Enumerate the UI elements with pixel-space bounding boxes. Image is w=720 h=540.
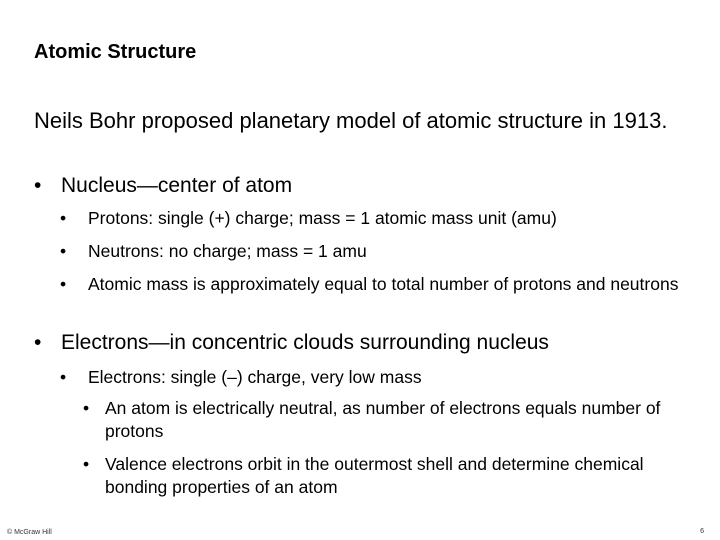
bullet-marker: • [83,398,90,418]
copyright-text: © McGraw Hill [7,529,52,536]
bullet-text: Electrons: single (–) charge, very low mass [88,367,422,387]
bullet-text: Neutrons: no charge; mass = 1 amu [88,241,367,261]
slide-title: Atomic Structure [34,41,197,63]
intro-paragraph: Neils Bohr proposed planetary model of atomic structure in 1913. [34,108,668,133]
sub-sub-bullet-neutral [83,397,693,443]
bullet-marker: • [60,274,67,294]
bullet-text: An atom is electrically neutral, as number of electrons equals number of protons [105,398,661,441]
bullet-marker: • [34,331,42,354]
bullet-text: Valence electrons orbit in the outermost shell and determine chemical bonding properties of an atom [105,454,644,497]
sub-bullet-neutrons [60,240,696,263]
bullet-nucleus [34,173,292,199]
bullet-text: Atomic mass is approximately equal to total number of protons and neutrons [88,274,679,294]
bullet-marker: • [83,454,90,474]
bullet-marker: • [60,367,67,387]
bullet-text: Electrons—in concentric clouds surrounding nucleus [61,331,549,354]
sub-bullet-electron-charge [60,366,696,389]
sub-sub-bullet-valence [83,453,693,499]
bullet-text: Protons: single (+) charge; mass = 1 atomic mass unit (amu) [88,208,557,228]
sub-bullet-protons [60,207,696,230]
bullet-text: Nucleus—center of atom [61,174,293,197]
bullet-marker: • [60,241,67,261]
sub-bullet-atomic-mass [60,273,696,296]
bullet-marker: • [60,208,67,228]
bullet-electrons [34,330,549,356]
page-number: 6 [700,528,704,535]
bullet-marker: • [34,174,42,197]
